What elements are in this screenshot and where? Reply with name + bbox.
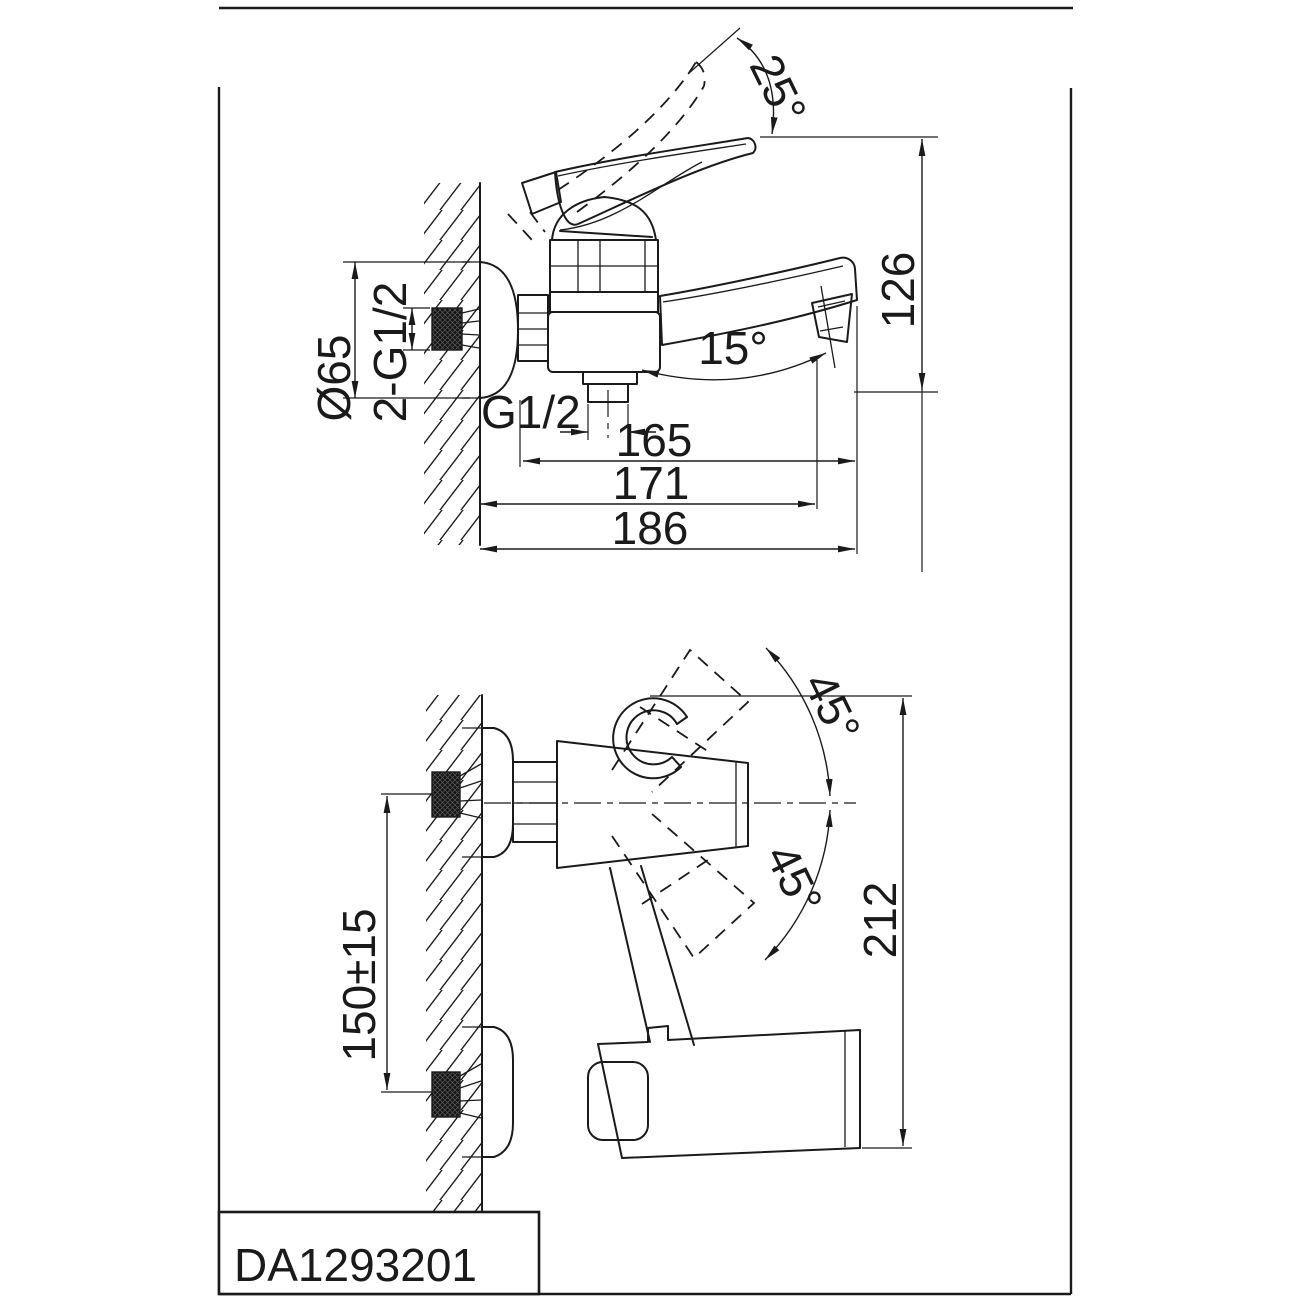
dim-label-swivel-upper: 45° xyxy=(793,664,871,750)
dim-label-flange-diameter: Ø65 xyxy=(308,334,360,422)
dim-label-outlet-thread: G1/2 xyxy=(481,386,581,438)
dim-label-reach-spout: 165 xyxy=(615,414,693,466)
dim-label-swivel-lower: 45° xyxy=(755,836,833,922)
dim-label-total-length: 212 xyxy=(854,881,906,959)
title-block xyxy=(219,1212,539,1294)
dim-label-handle-angle: 25° xyxy=(739,46,817,132)
dim-label-height: 126 xyxy=(872,251,924,329)
dim-label-supply-spacing: 150±15 xyxy=(333,908,385,1062)
dim-label-reach-total: 186 xyxy=(611,502,689,554)
dim-label-spout-tilt: 15° xyxy=(698,322,768,374)
wall-hatch-top xyxy=(424,183,480,545)
part-number: DA1293201 xyxy=(234,1239,477,1291)
dim-label-wall-thread: 2-G1/2 xyxy=(364,281,416,423)
dim-label-reach-aerator: 171 xyxy=(612,457,690,509)
